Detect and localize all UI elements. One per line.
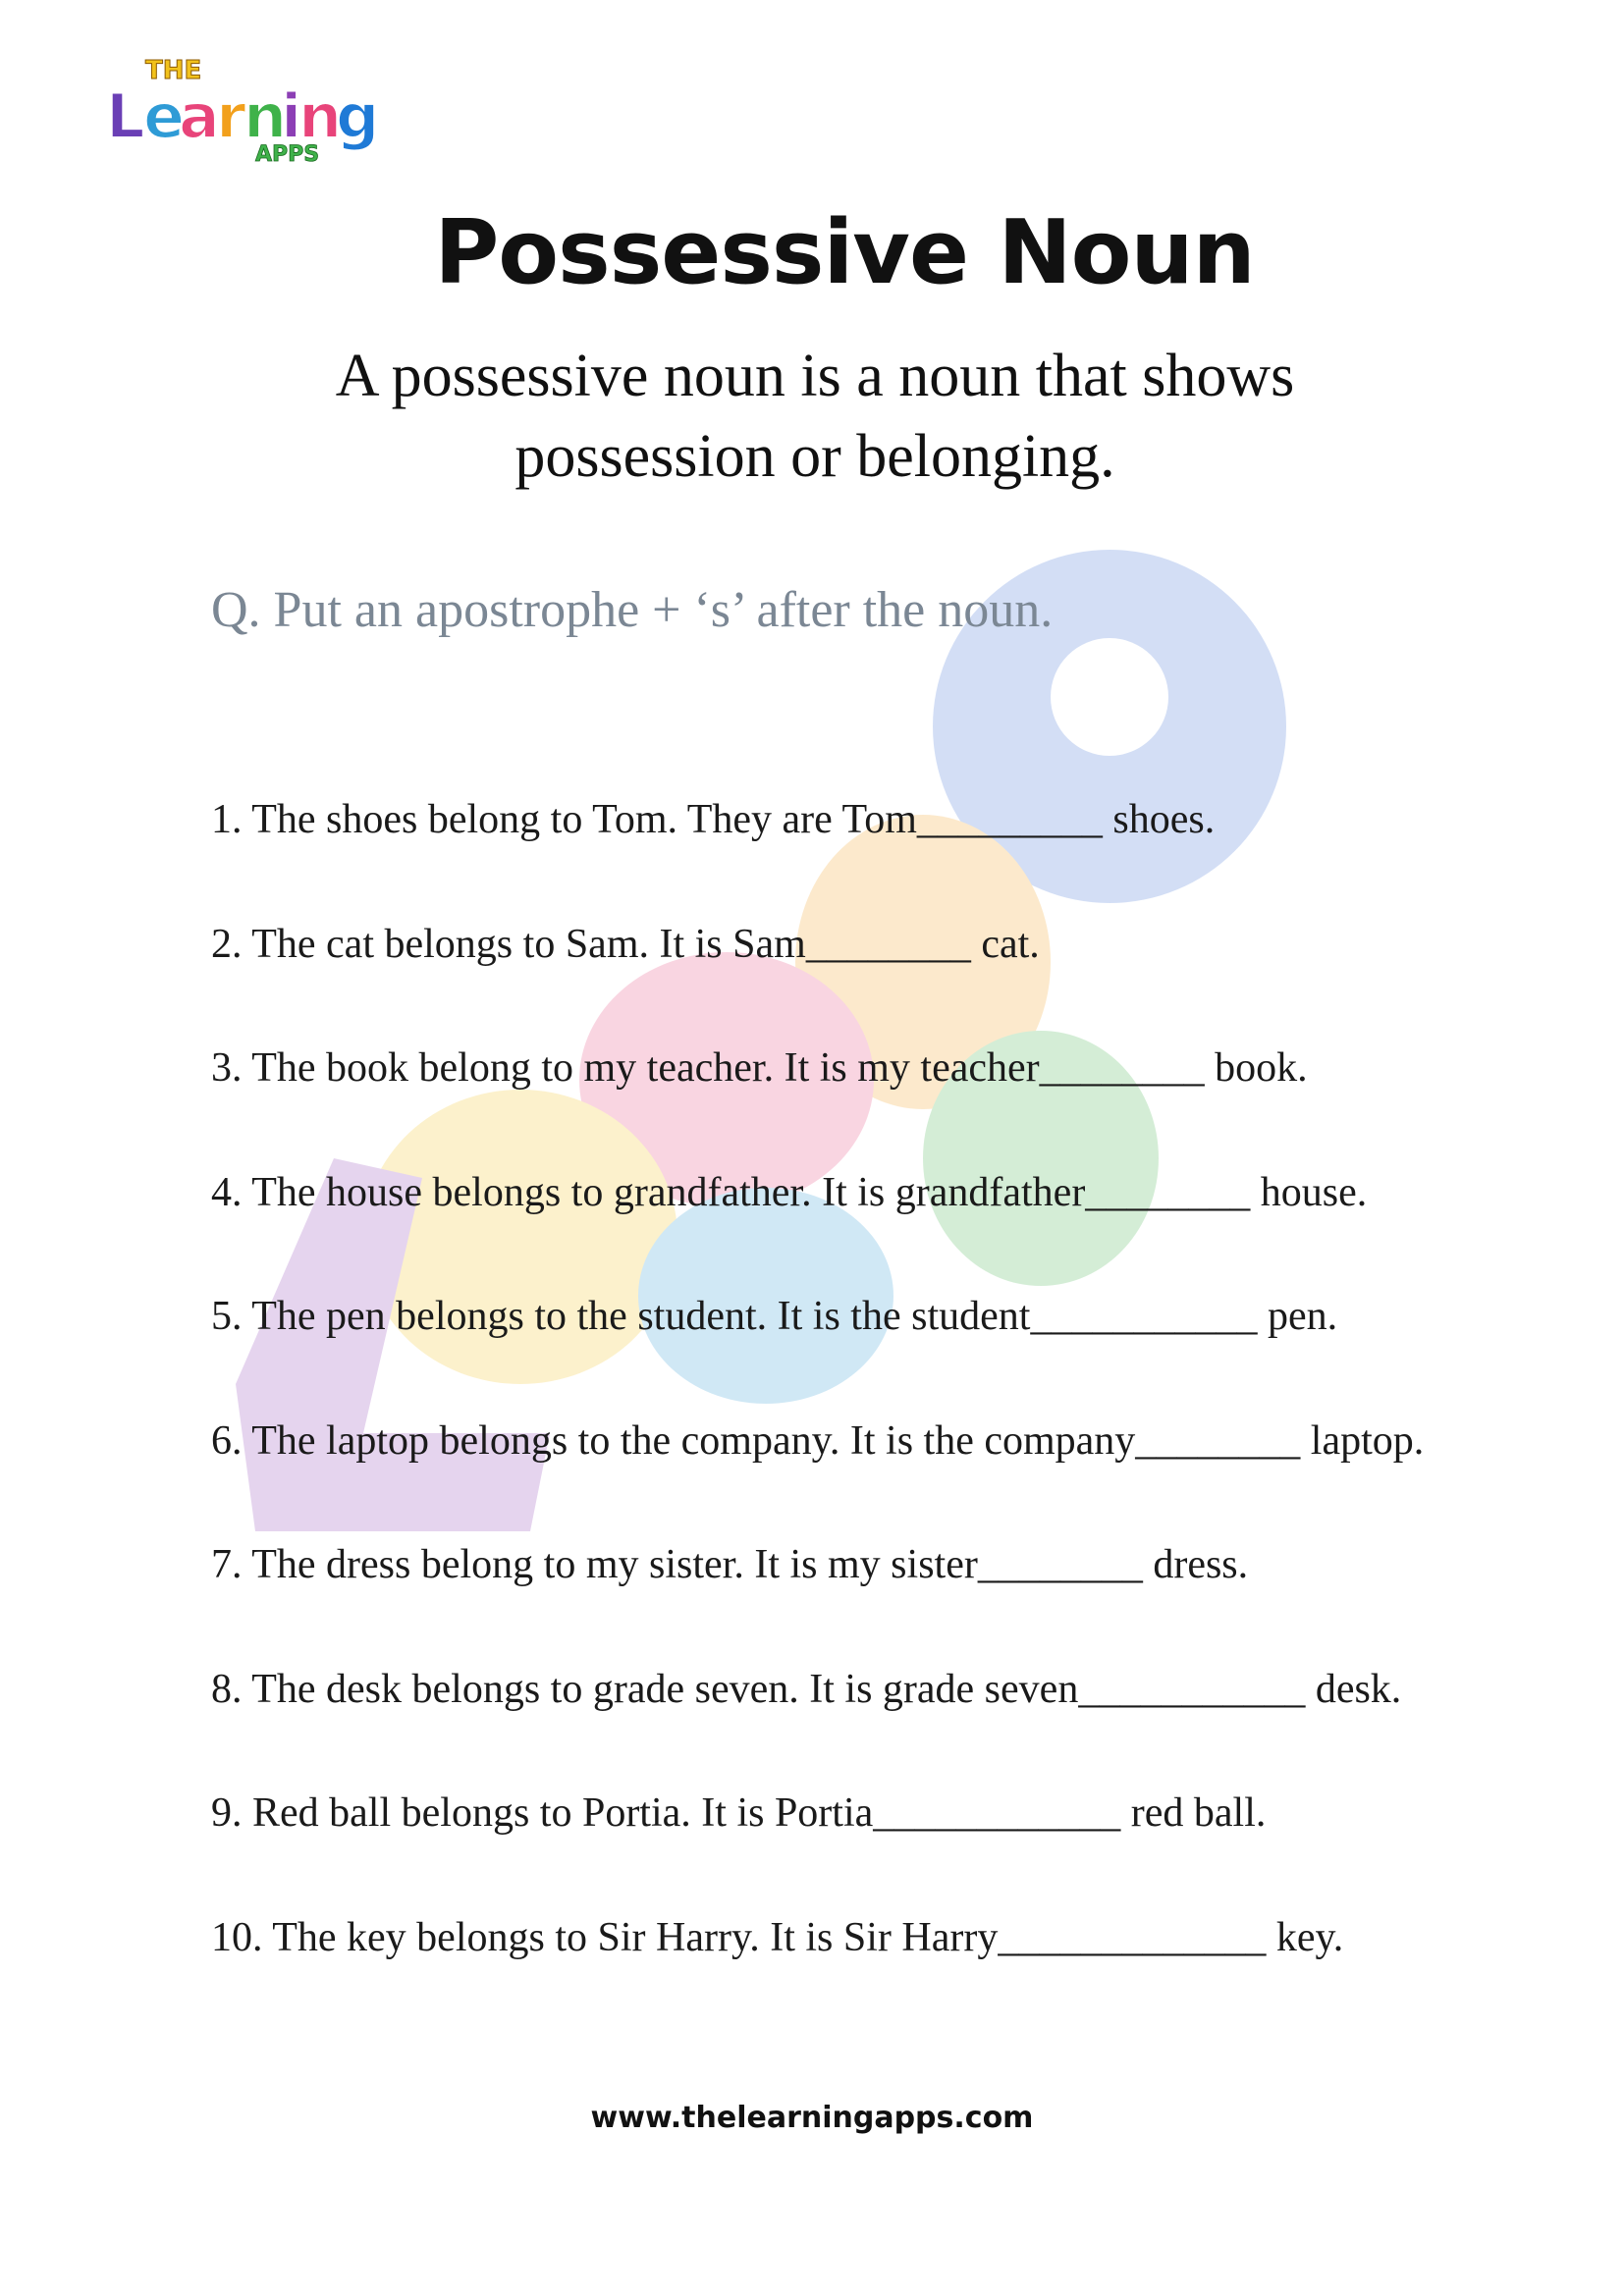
svg-text:APPS: APPS xyxy=(255,142,320,167)
footer-url[interactable]: www.thelearningapps.com xyxy=(590,2101,1034,2135)
question-8: 8. The desk belongs to grade seven. It is grade seven___________ desk. xyxy=(211,1666,1402,1712)
questions-list xyxy=(211,785,1424,2027)
svg-text:g: g xyxy=(336,80,380,152)
question-3: 3. The book belong to my teacher. It is my teacher________ book. xyxy=(211,1045,1308,1091)
question-6: 6. The laptop belongs to the company. It is the company________ laptop. xyxy=(211,1417,1425,1464)
question-10: 10. The key belongs to Sir Harry. It is Sir Harry_____________ key. xyxy=(211,1914,1344,1960)
question-9: 9. Red ball belongs to Portia. It is Portia____________ red ball. xyxy=(211,1790,1267,1836)
page-title: Possessive Noun xyxy=(434,201,1255,304)
svg-text:e: e xyxy=(143,80,186,152)
question-7: 7. The dress belong to my sister. It is my sister________ dress. xyxy=(211,1542,1249,1587)
question-1: 1. The shoes belong to Tom. They are Tom_________ shoes. xyxy=(211,797,1216,842)
svg-text:n: n xyxy=(298,80,343,152)
question-2: 2. The cat belongs to Sam. It is Sam________ cat. xyxy=(211,921,1040,967)
svg-text:THE: THE xyxy=(145,56,202,85)
instruction-text: Q. Put an apostrophe + ‘s’ after the noun. xyxy=(211,582,1054,638)
svg-text:i: i xyxy=(281,80,302,152)
svg-text:L: L xyxy=(106,80,145,152)
svg-text:r: r xyxy=(216,80,246,152)
learning-apps-logo[interactable] xyxy=(98,39,393,167)
svg-text:n: n xyxy=(244,80,288,152)
definition-text: A possessive noun is a noun that shows possession or belonging. xyxy=(335,343,1295,490)
svg-text:a: a xyxy=(179,80,220,152)
logo-graphic xyxy=(98,39,393,167)
question-4: 4. The house belongs to grandfather. It is grandfather________ house. xyxy=(211,1169,1368,1215)
question-5: 5. The pen belongs to the student. It is the student___________ pen. xyxy=(211,1294,1338,1339)
